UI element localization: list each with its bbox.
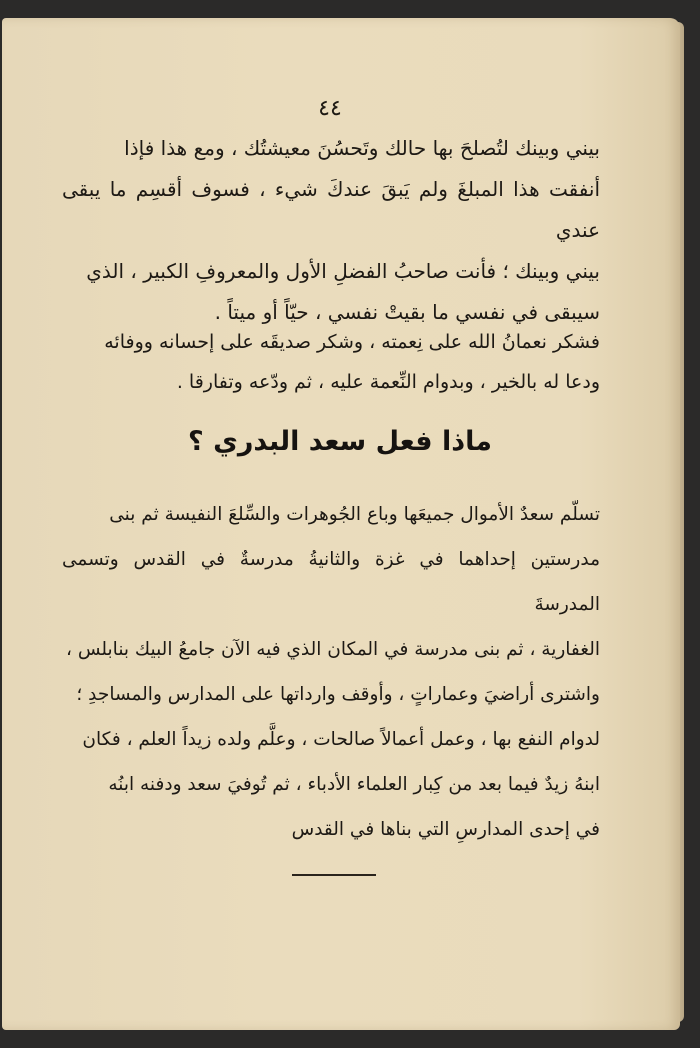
section-heading: ماذا فعل سعد البدري ؟ (188, 426, 492, 457)
paragraph-text: تسلّم سعدٌ الأموال جميعَها وباع الجُوهرات والسِّلعَ النفيسة ثم بنى مدرستين إحداهما في غزة والثانيةُ مدرسةٌ في القدس وتسمى المدرسةَ الغفارية ، ثم بنى مدرسة في المكان الذي فيه الآن جامعُ البيك بنابلس ، واشترى أراضيَ وعماراتٍ ، وأوقف وارداتها على المدارس والمساجدِ ؛ لدوام النفع بها ، وعمل أعمالاً صالحات ، وعلَّم ولده زيداً العلم ، فكان ابنهُ زيدٌ فيما بعد من كِبار العلماء الأدباء ، ثم تُوفيَ سعد ودفنه ابنُه في إحدى المدارسِ التي بناها في القدس (62, 504, 600, 840)
paragraph-saad-deeds (62, 492, 600, 852)
paragraph-text: فشكر نعمانُ الله على نِعمته ، وشكر صديقَه على إحسانه ووفائه ودعا له بالخير ، وبدوام النِّعمة عليه ، ثم ودّعه وتفارقا . (104, 331, 600, 393)
paragraph-text: بيني وبينك لتُصلحَ بها حالك وتَحسُنَ معيشتُك ، ومع هذا فإذا أنفقت هذا المبلغَ ولم يَبقَ عندكَ شيء ، فسوف أقسِم ما يبقى عندي بيني وبينك ؛ فأنت صاحبُ الفضلِ الأول والمعروفِ الكبير ، الذي سيبقى في نفسي ما بقيتْ نفسي ، حيّاً أو ميتاً . (62, 136, 600, 324)
paragraph-continuation (62, 128, 600, 333)
page-number: ٤٤ (318, 96, 342, 121)
paragraph-thanks (62, 322, 600, 402)
end-of-chapter-rule (292, 874, 376, 876)
